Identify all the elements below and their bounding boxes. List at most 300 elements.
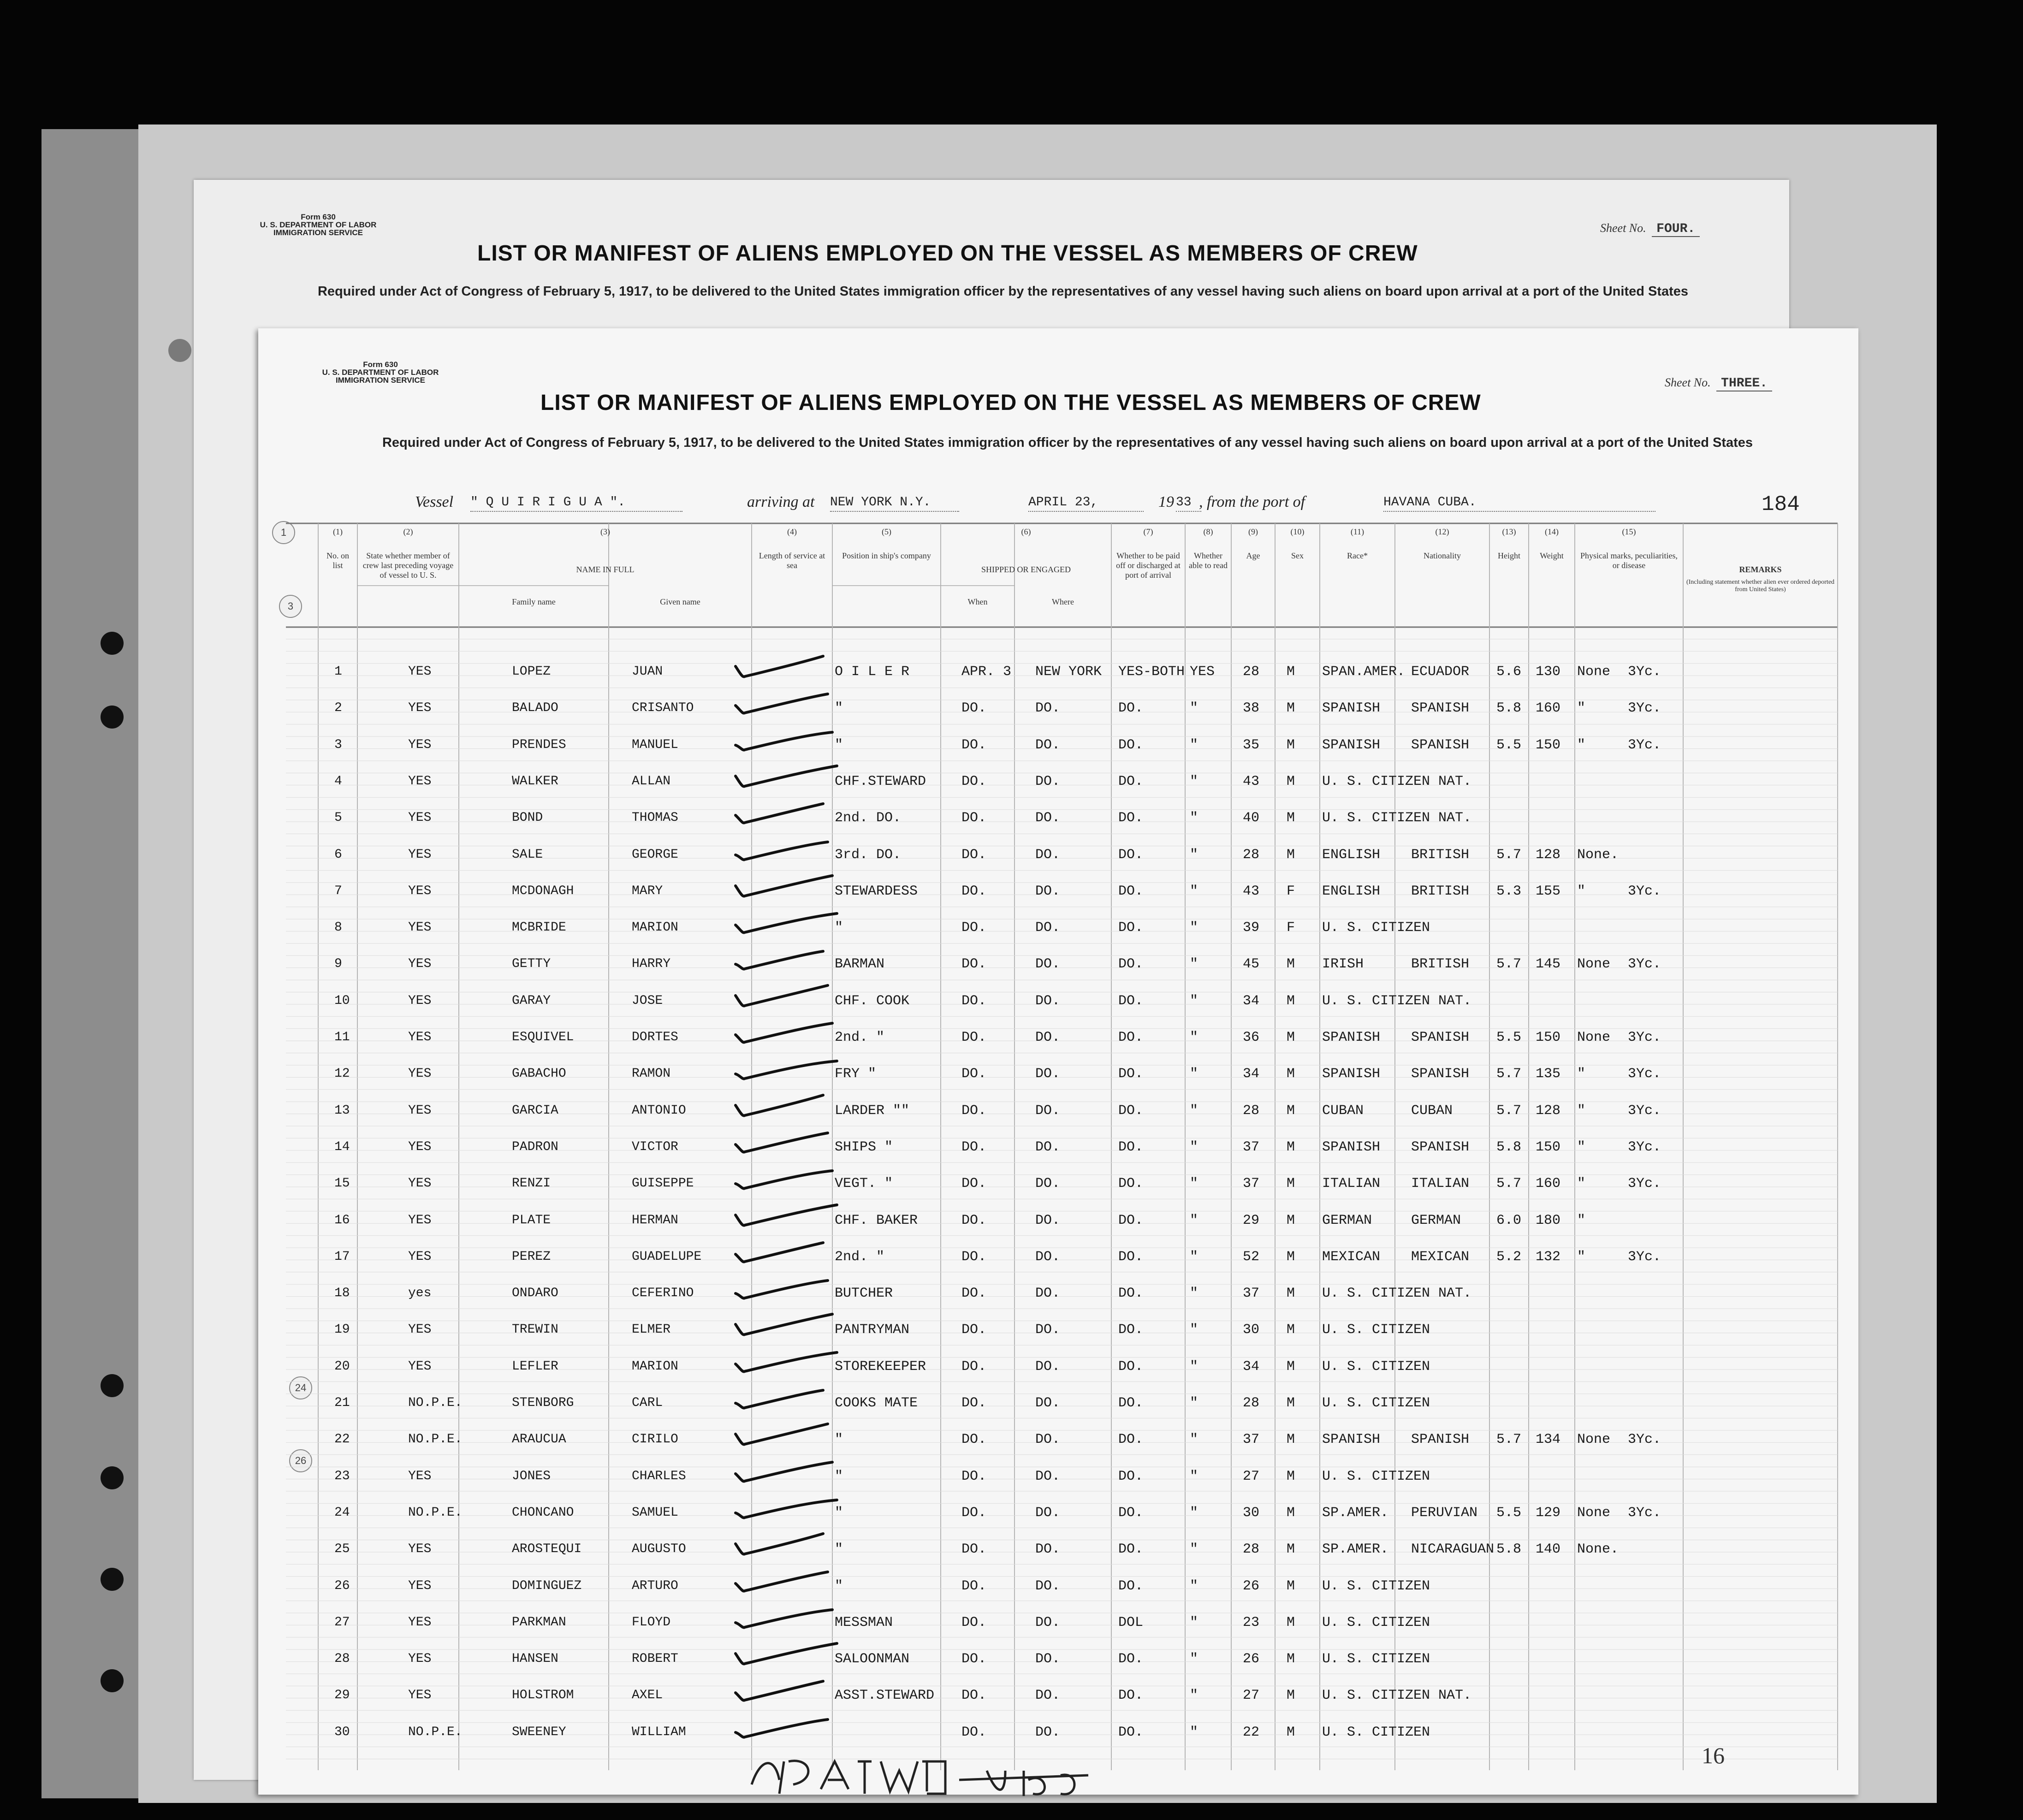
age: 45 <box>1243 956 1260 972</box>
shipped-where: DO. <box>1035 1249 1061 1265</box>
able-to-read: " <box>1190 883 1198 899</box>
family-name: SWEENEY <box>512 1725 566 1739</box>
sheet-value: THREE. <box>1716 376 1772 391</box>
remarks: 3Yc. <box>1628 1139 1661 1155</box>
age: 52 <box>1243 1249 1260 1265</box>
shipped-where: DO. <box>1035 773 1061 789</box>
department: U. S. DEPARTMENT OF LABOR <box>322 368 439 377</box>
position: SHIPS " <box>835 1139 893 1155</box>
checkmark-icon <box>731 982 846 1014</box>
given-name: MARION <box>632 1359 678 1374</box>
row-number: 2 <box>334 701 342 716</box>
family-name: PRENDES <box>512 737 566 752</box>
family-name: AROSTEQUI <box>512 1542 582 1557</box>
previous-voyage: YES <box>408 1249 432 1264</box>
paid-off: DO. <box>1118 1286 1144 1302</box>
row-number: 1 <box>334 664 342 679</box>
given-name: RAMON <box>632 1067 671 1081</box>
remarks: 3Yc. <box>1628 737 1661 753</box>
position: " <box>835 1578 843 1594</box>
race: U. S. CITIZEN <box>1322 1614 1430 1630</box>
column-number: (10) <box>1290 527 1305 536</box>
able-to-read: " <box>1190 1688 1198 1704</box>
previous-voyage: YES <box>408 883 432 898</box>
checkmark-icon <box>731 1420 846 1452</box>
height: 5.7 <box>1496 956 1522 972</box>
given-name: CRISANTO <box>632 701 694 716</box>
physical-marks: " <box>1577 700 1586 717</box>
able-to-read: " <box>1190 773 1198 789</box>
checkmark-icon <box>731 1640 846 1672</box>
column-label: Whether to be paid off or discharged at port of arrival <box>1116 551 1181 580</box>
weight: 134 <box>1536 1432 1561 1448</box>
age: 39 <box>1243 920 1260 936</box>
family-name: HOLSTROM <box>512 1688 574 1703</box>
age: 38 <box>1243 700 1260 717</box>
position: CHF.STEWARD <box>835 773 926 789</box>
family-name: STENBORG <box>512 1396 574 1410</box>
position: O I L E R <box>835 664 910 680</box>
family-name: PEREZ <box>512 1249 551 1264</box>
given-name: GUISEPPE <box>632 1176 694 1191</box>
weight: 150 <box>1536 737 1561 753</box>
paid-off: DO. <box>1118 1249 1144 1265</box>
year-prefix: 19 <box>1158 493 1174 510</box>
previous-voyage: YES <box>408 1688 432 1703</box>
weight: 180 <box>1536 1212 1561 1228</box>
nationality: SPANISH <box>1411 1139 1470 1155</box>
nationality: SPANISH <box>1411 1066 1470 1082</box>
column-label: State whether member of crew last preceding voyage of vessel to U. S. <box>362 551 454 580</box>
position: FRY " <box>835 1066 877 1082</box>
previous-voyage: YES <box>408 993 432 1008</box>
race: SPANISH <box>1322 1066 1381 1082</box>
sex: M <box>1287 737 1295 753</box>
column-label: REMARKS <box>1739 565 1782 574</box>
front-subtitle: Required under Act of Congress of February 5, 1917, to be delivered to the United States immigration officer by the representatives of any vessel having such aliens on board upon arrival at a port of the United States <box>382 435 1753 450</box>
given-name: HERMAN <box>632 1213 678 1227</box>
sex: M <box>1287 1358 1295 1375</box>
sex: M <box>1287 1505 1295 1521</box>
shipped-when: DO. <box>961 773 987 789</box>
race: U. S. CITIZEN <box>1322 1724 1430 1740</box>
race: U. S. CITIZEN <box>1322 1395 1430 1411</box>
given-name: MARY <box>632 883 663 898</box>
checkmark-icon <box>731 1530 846 1562</box>
nationality: BRITISH <box>1411 883 1470 899</box>
sex: M <box>1287 664 1295 680</box>
age: 26 <box>1243 1651 1260 1667</box>
checkmark-icon <box>731 1091 846 1124</box>
sex: M <box>1287 1176 1295 1192</box>
sex: M <box>1287 810 1295 826</box>
row-number: 19 <box>334 1322 350 1337</box>
column-sublabel: Where <box>1052 597 1074 606</box>
checkmark-icon <box>731 1055 846 1087</box>
shipped-where: DO. <box>1035 993 1061 1009</box>
age: 28 <box>1243 1541 1260 1558</box>
paid-off: DO. <box>1118 700 1144 717</box>
paid-off: DO. <box>1118 1432 1144 1448</box>
able-to-read: " <box>1190 1578 1198 1594</box>
binder-hole <box>101 1568 124 1591</box>
sex: M <box>1287 700 1295 717</box>
paid-off: DO. <box>1118 1724 1144 1740</box>
height: 5.5 <box>1496 1030 1522 1045</box>
position: VEGT. " <box>835 1176 893 1192</box>
row-number: 29 <box>334 1688 350 1703</box>
race: SP.AMER. <box>1322 1505 1389 1521</box>
checkmark-icon <box>731 1274 846 1306</box>
shipped-where: DO. <box>1035 883 1061 899</box>
previous-voyage: YES <box>408 1103 432 1118</box>
sex: F <box>1287 920 1295 936</box>
able-to-read: " <box>1190 810 1198 826</box>
service: IMMIGRATION SERVICE <box>336 376 425 385</box>
column-sublabel: Family name <box>512 597 556 606</box>
vessel-label: Vessel <box>415 493 454 510</box>
sex: M <box>1287 1468 1295 1484</box>
row-number: 16 <box>334 1213 350 1227</box>
shipped-where: DO. <box>1035 1688 1061 1704</box>
height: 6.0 <box>1496 1212 1522 1228</box>
age: 35 <box>1243 737 1260 753</box>
back-sheet-number <box>1600 221 1700 236</box>
paid-off: DO. <box>1118 1103 1144 1119</box>
nationality: ECUADOR <box>1411 664 1470 680</box>
remarks: 3Yc. <box>1628 956 1661 972</box>
able-to-read: " <box>1190 1286 1198 1302</box>
height: 5.8 <box>1496 1541 1522 1558</box>
row-number: 6 <box>334 847 342 862</box>
family-name: SALE <box>512 847 543 862</box>
nationality: CUBAN <box>1411 1103 1453 1119</box>
paid-off: DO. <box>1118 956 1144 972</box>
shipped-when: DO. <box>961 883 987 899</box>
age: 40 <box>1243 810 1260 826</box>
previous-voyage: YES <box>408 920 432 935</box>
previous-voyage: YES <box>408 847 432 862</box>
given-name: FLOYD <box>632 1615 671 1630</box>
column-label: No. on list <box>326 551 349 570</box>
checkmark-icon <box>731 726 846 758</box>
sex: F <box>1287 883 1295 899</box>
column-label: Nationality <box>1424 551 1461 560</box>
age: 28 <box>1243 1103 1260 1119</box>
service: IMMIGRATION SERVICE <box>273 228 363 237</box>
able-to-read: " <box>1190 1066 1198 1082</box>
column-number: (4) <box>787 527 797 536</box>
shipped-where: DO. <box>1035 1176 1061 1192</box>
sex: M <box>1287 1066 1295 1082</box>
family-name: GARCIA <box>512 1103 558 1118</box>
weight: 150 <box>1536 1030 1561 1045</box>
column-label: Sex <box>1291 551 1304 560</box>
shipped-when: DO. <box>961 1066 987 1082</box>
physical-marks: " <box>1577 1139 1586 1155</box>
column-sublabel: When <box>967 597 988 606</box>
position: " <box>835 920 843 936</box>
column-label: Length of service at sea <box>759 551 825 570</box>
race: U. S. CITIZEN NAT. <box>1322 993 1472 1009</box>
position: " <box>835 1468 843 1484</box>
physical-marks: None <box>1577 664 1611 680</box>
sex: M <box>1287 1578 1295 1594</box>
family-name: GETTY <box>512 957 551 972</box>
age: 30 <box>1243 1322 1260 1338</box>
nationality: MEXICAN <box>1411 1249 1470 1265</box>
position: CHF. BAKER <box>835 1212 918 1228</box>
weight: 160 <box>1536 1176 1561 1192</box>
physical-marks: None <box>1577 1505 1611 1521</box>
previous-voyage: YES <box>408 811 432 825</box>
given-name: ELMER <box>632 1322 671 1337</box>
row-number: 11 <box>334 1030 350 1044</box>
height: 5.5 <box>1496 737 1522 753</box>
position: BARMAN <box>835 956 885 972</box>
column-number: (7) <box>1143 527 1153 536</box>
back-title: LIST OR MANIFEST OF ALIENS EMPLOYED ON THE VESSEL AS MEMBERS OF CREW <box>477 241 1418 266</box>
sex: M <box>1287 1103 1295 1119</box>
column-number: (11) <box>1350 527 1364 536</box>
column-label: NAME IN FULL <box>576 565 635 574</box>
paid-off: DO. <box>1118 1212 1144 1228</box>
able-to-read: " <box>1190 993 1198 1009</box>
sex: M <box>1287 1212 1295 1228</box>
given-name: CIRILO <box>632 1432 678 1447</box>
race: U. S. CITIZEN <box>1322 1358 1430 1375</box>
checkmark-icon <box>731 1713 846 1745</box>
sex: M <box>1287 1249 1295 1265</box>
checkmark-icon <box>731 689 846 721</box>
column-number: (6) <box>1021 527 1031 536</box>
nationality: SPANISH <box>1411 700 1470 717</box>
given-name: JOSE <box>632 993 663 1008</box>
position: PANTRYMAN <box>835 1322 910 1338</box>
previous-voyage: NO.P.E. <box>408 1432 463 1447</box>
physical-marks: None <box>1577 956 1611 972</box>
race: ENGLISH <box>1322 847 1381 863</box>
shipped-when: DO. <box>961 1688 987 1704</box>
age: 27 <box>1243 1468 1260 1484</box>
weight: 145 <box>1536 956 1561 972</box>
sex: M <box>1287 1322 1295 1338</box>
vessel-name: " Q U I R I G U A ". <box>470 495 682 512</box>
shipped-when: DO. <box>961 1103 987 1119</box>
row-number: 10 <box>334 993 350 1008</box>
family-name: DOMINGUEZ <box>512 1578 582 1593</box>
binder-strip <box>42 129 138 1798</box>
family-name: MCDONAGH <box>512 883 574 898</box>
shipped-where: DO. <box>1035 1066 1061 1082</box>
checkmark-icon <box>731 1310 846 1343</box>
paid-off: DO. <box>1118 993 1144 1009</box>
position: 3rd. DO. <box>835 847 902 863</box>
previous-voyage: NO.P.E. <box>408 1396 463 1410</box>
shipped-where: DO. <box>1035 956 1061 972</box>
age: 29 <box>1243 1212 1260 1228</box>
sheet-value: FOUR. <box>1652 222 1700 237</box>
footer-number: 16 <box>1702 1743 1725 1768</box>
column-label: Age <box>1246 551 1260 560</box>
sheet-label: Sheet No. <box>1600 221 1646 235</box>
from-port-label: , from the port of <box>1199 493 1305 510</box>
front-form-id <box>307 361 454 384</box>
checkmark-icon <box>731 1567 846 1599</box>
row-number: 18 <box>334 1286 350 1301</box>
row-number: 30 <box>334 1725 350 1739</box>
margin-mark: 26 <box>289 1449 312 1472</box>
age: 26 <box>1243 1578 1260 1594</box>
column-sublabel: (Including statement whether alien ever ordered deported from United States) <box>1686 579 1835 593</box>
nationality: BRITISH <box>1411 956 1470 972</box>
position: 2nd. " <box>835 1249 885 1265</box>
race: SPANISH <box>1322 1030 1381 1045</box>
able-to-read: " <box>1190 1724 1198 1740</box>
race: MEXICAN <box>1322 1249 1381 1265</box>
remarks: 3Yc. <box>1628 1505 1661 1521</box>
vessel-line <box>415 493 1826 515</box>
age: 34 <box>1243 1066 1260 1082</box>
paid-off: DO. <box>1118 1651 1144 1667</box>
column-label: Race* <box>1347 551 1368 560</box>
position: SALOONMAN <box>835 1651 910 1667</box>
family-name: PLATE <box>512 1213 551 1227</box>
sex: M <box>1287 993 1295 1009</box>
row-number: 20 <box>334 1359 350 1374</box>
checkmark-icon <box>731 1384 846 1416</box>
front-title: LIST OR MANIFEST OF ALIENS EMPLOYED ON THE VESSEL AS MEMBERS OF CREW <box>540 391 1481 415</box>
paid-off: DO. <box>1118 1688 1144 1704</box>
race: SP.AMER. <box>1322 1541 1389 1558</box>
paid-off: DO. <box>1118 920 1144 936</box>
checkmark-icon <box>731 1164 846 1197</box>
checkmark-icon <box>731 1676 846 1708</box>
physical-marks: " <box>1577 1103 1586 1119</box>
able-to-read: " <box>1190 1249 1198 1265</box>
previous-voyage: YES <box>408 1030 432 1044</box>
race: U. S. CITIZEN NAT. <box>1322 1688 1472 1704</box>
row-number: 27 <box>334 1615 350 1630</box>
previous-voyage: YES <box>408 1359 432 1374</box>
row-number: 13 <box>334 1103 350 1118</box>
shipped-where: DO. <box>1035 1724 1061 1740</box>
column-number: (3) <box>600 527 610 536</box>
family-name: TREWIN <box>512 1322 558 1337</box>
shipped-where: DO. <box>1035 1468 1061 1484</box>
arrival-year: 33 <box>1176 495 1201 512</box>
previous-voyage: YES <box>408 1615 432 1630</box>
given-name: CHARLES <box>632 1469 686 1483</box>
race: SPAN.AMER. <box>1322 664 1406 680</box>
row-number: 9 <box>334 957 342 972</box>
race: U. S. CITIZEN NAT. <box>1322 1286 1472 1302</box>
position: " <box>835 1432 843 1448</box>
shipped-where: DO. <box>1035 810 1061 826</box>
able-to-read: " <box>1190 737 1198 753</box>
nationality: PERUVIAN <box>1411 1505 1478 1521</box>
front-sheet-number <box>1665 376 1772 391</box>
paid-off: DO. <box>1118 1030 1144 1045</box>
shipped-when: DO. <box>961 920 987 936</box>
weight: 135 <box>1536 1066 1561 1082</box>
column-label: Physical marks, peculiarities, or disease <box>1580 551 1678 570</box>
previous-voyage: YES <box>408 1139 432 1154</box>
family-name: PARKMAN <box>512 1615 566 1630</box>
binder-hole <box>101 1466 124 1489</box>
shipped-when: DO. <box>961 1358 987 1375</box>
height: 5.2 <box>1496 1249 1522 1265</box>
position: 2nd. " <box>835 1030 885 1045</box>
given-name: VICTOR <box>632 1139 678 1154</box>
race: CUBAN <box>1322 1103 1364 1119</box>
given-name: CEFERINO <box>632 1286 694 1301</box>
position: " <box>835 700 843 717</box>
race: GERMAN <box>1322 1212 1372 1228</box>
physical-marks: " <box>1577 1249 1586 1265</box>
family-name: ONDARO <box>512 1286 558 1301</box>
weight: 130 <box>1536 664 1561 680</box>
row-number: 28 <box>334 1652 350 1666</box>
row-number: 4 <box>334 774 342 788</box>
remarks: 3Yc. <box>1628 1030 1661 1045</box>
position: " <box>835 1541 843 1558</box>
sex: M <box>1287 773 1295 789</box>
race: SPANISH <box>1322 700 1381 717</box>
weight: 155 <box>1536 883 1561 899</box>
row-number: 15 <box>334 1176 350 1191</box>
previous-voyage: NO.P.E. <box>408 1725 463 1739</box>
race: U. S. CITIZEN <box>1322 920 1430 936</box>
checkmark-icon <box>731 762 846 794</box>
position: ASST.STEWARD <box>835 1688 935 1704</box>
sex: M <box>1287 1030 1295 1045</box>
age: 37 <box>1243 1176 1260 1192</box>
paid-off: DO. <box>1118 1322 1144 1338</box>
family-name: LEFLER <box>512 1359 558 1374</box>
height: 5.7 <box>1496 1103 1522 1119</box>
shipped-when: DO. <box>961 1249 987 1265</box>
shipped-when: DO. <box>961 993 987 1009</box>
sex: M <box>1287 1688 1295 1704</box>
paid-off: DO. <box>1118 1139 1144 1155</box>
able-to-read: " <box>1190 1103 1198 1119</box>
race: U. S. CITIZEN <box>1322 1651 1430 1667</box>
able-to-read: " <box>1190 920 1198 936</box>
paid-off: DO. <box>1118 847 1144 863</box>
sex: M <box>1287 1541 1295 1558</box>
shipped-when: DO. <box>961 1286 987 1302</box>
column-number: (5) <box>882 527 891 536</box>
shipped-where: DO. <box>1035 1614 1061 1630</box>
able-to-read: YES <box>1190 664 1215 680</box>
checkmark-icon <box>731 1603 846 1636</box>
weight: 150 <box>1536 1139 1561 1155</box>
sex: M <box>1287 1614 1295 1630</box>
row-number: 21 <box>334 1396 350 1410</box>
shipped-when: DO. <box>961 700 987 717</box>
race: ENGLISH <box>1322 883 1381 899</box>
row-number: 26 <box>334 1578 350 1593</box>
previous-voyage: YES <box>408 1578 432 1593</box>
sex: M <box>1287 847 1295 863</box>
able-to-read: " <box>1190 847 1198 863</box>
nationality: SPANISH <box>1411 1030 1470 1045</box>
shipped-where: DO. <box>1035 1395 1061 1411</box>
previous-voyage: YES <box>408 1176 432 1191</box>
family-name: WALKER <box>512 774 558 788</box>
shipped-when: DO. <box>961 847 987 863</box>
